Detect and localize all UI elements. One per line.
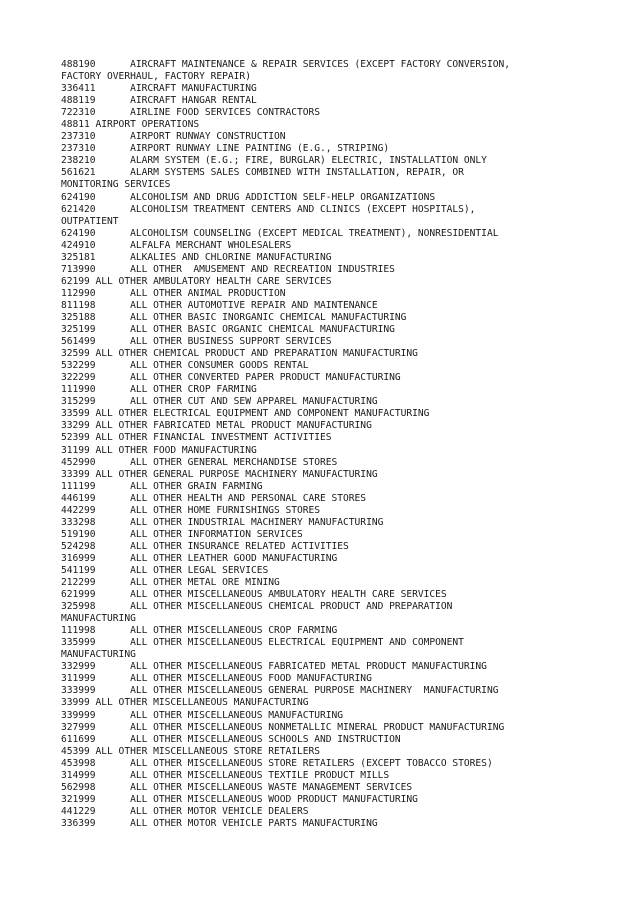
listing-line: 561499 ALL OTHER BUSINESS SUPPORT SERVICES xyxy=(61,336,332,348)
listing-line: 713990 ALL OTHER AMUSEMENT AND RECREATION INDUSTRIES xyxy=(61,263,395,275)
listing-line: 532299 ALL OTHER CONSUMER GOODS RENTAL xyxy=(61,360,309,372)
listing-line: 562998 ALL OTHER MISCELLANEOUS WASTE MANAGEMENT SERVICES xyxy=(61,781,413,793)
listing-line: 32599 ALL OTHER CHEMICAL PRODUCT AND PREPARATION MANUFACTURING xyxy=(61,348,418,360)
listing-line: 33999 ALL OTHER MISCELLANEOUS MANUFACTURING xyxy=(61,697,309,709)
listing-line: 611699 ALL OTHER MISCELLANEOUS SCHOOLS AND INSTRUCTION xyxy=(61,733,401,745)
listing-line: 335999 ALL OTHER MISCELLANEOUS ELECTRICAL EQUIPMENT AND COMPONENT xyxy=(61,637,464,649)
listing-line: 722310 AIRLINE FOOD SERVICES CONTRACTORS xyxy=(61,107,321,119)
listing-line: 52399 ALL OTHER FINANCIAL INVESTMENT ACTIVITIES xyxy=(61,432,332,444)
listing-line: 45399 ALL OTHER MISCELLANEOUS STORE RETAILERS xyxy=(61,745,321,757)
listing-line: 442299 ALL OTHER HOME FURNISHINGS STORES xyxy=(61,504,321,516)
listing-line: 524298 ALL OTHER INSURANCE RELATED ACTIVITIES xyxy=(61,540,349,552)
listing-line: 621420 ALCOHOLISM TREATMENT CENTERS AND CLINICS (EXCEPT HOSPITALS), xyxy=(61,203,476,215)
listing-line: 424910 ALFALFA MERCHANT WHOLESALERS xyxy=(61,239,292,251)
code-listing xyxy=(61,59,581,830)
listing-line: 111199 ALL OTHER GRAIN FARMING xyxy=(61,480,263,492)
listing-line: 311999 ALL OTHER MISCELLANEOUS FOOD MANUFACTURING xyxy=(61,673,372,685)
listing-line: 325199 ALL OTHER BASIC ORGANIC CHEMICAL MANUFACTURING xyxy=(61,324,395,336)
listing-line: 452990 ALL OTHER GENERAL MERCHANDISE STORES xyxy=(61,456,338,468)
listing-line: 332999 ALL OTHER MISCELLANEOUS FABRICATED METAL PRODUCT MANUFACTURING xyxy=(61,661,487,673)
listing-line: 111990 ALL OTHER CROP FARMING xyxy=(61,384,257,396)
listing-line: 322299 ALL OTHER CONVERTED PAPER PRODUCT MANUFACTURING xyxy=(61,372,401,384)
listing-line: 238210 ALARM SYSTEM (E.G.; FIRE, BURGLAR) ELECTRIC, INSTALLATION ONLY xyxy=(61,155,487,167)
listing-line: 441229 ALL OTHER MOTOR VEHICLE DEALERS xyxy=(61,805,309,817)
listing-line: 48811 AIRPORT OPERATIONS xyxy=(61,119,200,131)
listing-line: 541199 ALL OTHER LEGAL SERVICES xyxy=(61,564,269,576)
listing-line: 624190 ALCOHOLISM COUNSELING (EXCEPT MEDICAL TREATMENT), NONRESIDENTIAL xyxy=(61,227,499,239)
listing-line: 336399 ALL OTHER MOTOR VEHICLE PARTS MANUFACTURING xyxy=(61,817,378,829)
listing-line: 314999 ALL OTHER MISCELLANEOUS TEXTILE PRODUCT MILLS xyxy=(61,769,390,781)
listing-line: 112990 ALL OTHER ANIMAL PRODUCTION xyxy=(61,287,286,299)
listing-line: 327999 ALL OTHER MISCELLANEOUS NONMETALLIC MINERAL PRODUCT MANUFACTURING xyxy=(61,721,505,733)
listing-line: 453998 ALL OTHER MISCELLANEOUS STORE RETAILERS (EXCEPT TOBACCO STORES) xyxy=(61,757,493,769)
listing-line: 315299 ALL OTHER CUT AND SEW APPAREL MANUFACTURING xyxy=(61,396,378,408)
listing-line: 336411 AIRCRAFT MANUFACTURING xyxy=(61,83,257,95)
listing-line: 488119 AIRCRAFT HANGAR RENTAL xyxy=(61,95,257,107)
listing-line: 325188 ALL OTHER BASIC INORGANIC CHEMICAL MANUFACTURING xyxy=(61,311,407,323)
listing-line: 316999 ALL OTHER LEATHER GOOD MANUFACTURING xyxy=(61,552,338,564)
listing-line: 519190 ALL OTHER INFORMATION SERVICES xyxy=(61,528,303,540)
listing-line: 237310 AIRPORT RUNWAY LINE PAINTING (E.G., STRIPING) xyxy=(61,143,390,155)
listing-line: 321999 ALL OTHER MISCELLANEOUS WOOD PRODUCT MANUFACTURING xyxy=(61,793,418,805)
listing-line: 212299 ALL OTHER METAL ORE MINING xyxy=(61,577,280,589)
listing-line: 446199 ALL OTHER HEALTH AND PERSONAL CARE STORES xyxy=(61,492,367,504)
listing-line: 811198 ALL OTHER AUTOMOTIVE REPAIR AND MAINTENANCE xyxy=(61,299,378,311)
listing-line: 333999 ALL OTHER MISCELLANEOUS GENERAL PURPOSE MACHINERY MANUFACTURING xyxy=(61,685,499,697)
listing-line: MANUFACTURING xyxy=(61,649,136,661)
listing-line: 333298 ALL OTHER INDUSTRIAL MACHINERY MANUFACTURING xyxy=(61,516,384,528)
listing-line: 31199 ALL OTHER FOOD MANUFACTURING xyxy=(61,444,257,456)
listing-line: 325998 ALL OTHER MISCELLANEOUS CHEMICAL PRODUCT AND PREPARATION xyxy=(61,601,453,613)
listing-line: 33399 ALL OTHER GENERAL PURPOSE MACHINERY MANUFACTURING xyxy=(61,468,378,480)
listing-line: MANUFACTURING xyxy=(61,613,136,625)
listing-line: 621999 ALL OTHER MISCELLANEOUS AMBULATORY HEALTH CARE SERVICES xyxy=(61,589,447,601)
listing-line: 624190 ALCOHOLISM AND DRUG ADDICTION SELF-HELP ORGANIZATIONS xyxy=(61,191,436,203)
listing-line: 62199 ALL OTHER AMBULATORY HEALTH CARE SERVICES xyxy=(61,275,332,287)
listing-line: 488190 AIRCRAFT MAINTENANCE & REPAIR SERVICES (EXCEPT FACTORY CONVERSION, xyxy=(61,59,510,70)
listing-line: OUTPATIENT xyxy=(61,215,119,227)
listing-line: 325181 ALKALIES AND CHLORINE MANUFACTURING xyxy=(61,251,332,263)
listing-line: 237310 AIRPORT RUNWAY CONSTRUCTION xyxy=(61,131,286,143)
listing-line: 339999 ALL OTHER MISCELLANEOUS MANUFACTURING xyxy=(61,709,344,721)
listing-line: 111998 ALL OTHER MISCELLANEOUS CROP FARMING xyxy=(61,625,338,637)
listing-line: 33299 ALL OTHER FABRICATED METAL PRODUCT MANUFACTURING xyxy=(61,420,372,432)
listing-line: FACTORY OVERHAUL, FACTORY REPAIR) xyxy=(61,71,251,83)
listing-line: 33599 ALL OTHER ELECTRICAL EQUIPMENT AND COMPONENT MANUFACTURING xyxy=(61,408,430,420)
listing-line: MONITORING SERVICES xyxy=(61,179,171,191)
listing-line: 561621 ALARM SYSTEMS SALES COMBINED WITH INSTALLATION, REPAIR, OR xyxy=(61,167,464,179)
